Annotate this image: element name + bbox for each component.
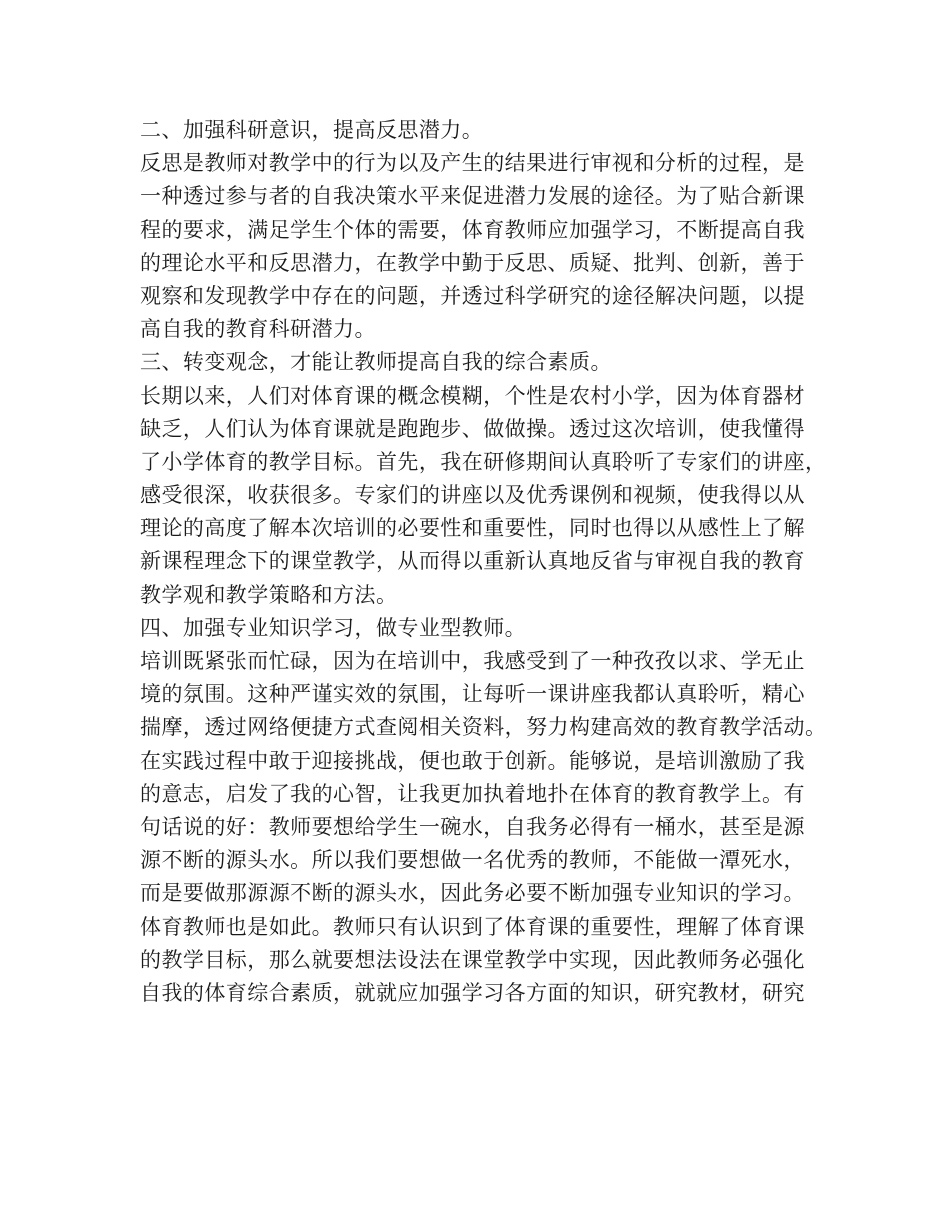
paragraph-line: 长期以来，人们对体育课的概念模糊，个性是农村小学，因为体育器材 [140,383,805,408]
section-heading: 四、加强专业知识学习，做专业型教师。 [140,615,527,640]
paragraph-line: 的意志，启发了我的心智，让我更加执着地扑在体育的教育教学上。有 [140,781,805,806]
paragraph-line: 感受很深，收获很多。专家们的讲座以及优秀课例和视频，使我得以从 [140,483,805,508]
paragraph-line: 教学观和教学策略和方法。 [140,582,398,607]
paragraph-line: 新课程理念下的课堂教学，从而得以重新认真地反省与审视自我的教育 [140,549,805,574]
paragraph-line: 一种透过参与者的自我决策水平来促进潜力发展的途径。为了贴合新课 [140,184,805,209]
paragraph-line: 缺乏，人们认为体育课就是跑跑步、做做操。透过这次培训，使我懂得 [140,416,805,441]
paragraph-line: 揣摩，透过网络便捷方式查阅相关资料，努力构建高效的教育教学活动。 [140,715,827,740]
paragraph-line: 的教学目标，那么就要想法设法在课堂教学中实现，因此教师务必强化 [140,947,805,972]
paragraph-line: 而是要做那源源不断的源头水，因此务必要不断加强专业知识的学习。 [140,881,805,906]
paragraph-line: 培训既紧张而忙碌，因为在培训中，我感受到了一种孜孜以求、学无止 [140,649,805,673]
paragraph-line: 句话说的好：教师要想给学生一碗水，自我务必得有一桶水，甚至是源 [140,814,805,839]
section-heading: 三、转变观念，才能让教师提高自我的综合素质。 [140,350,612,375]
paragraph-line: 境的氛围。这种严谨实效的氛围，让每听一课讲座我都认真聆听，精心 [140,682,805,707]
paragraph-line: 高自我的教育科研潜力。 [140,317,376,342]
paragraph-line: 自我的体育综合素质，就就应加强学习各方面的知识，研究教材，研究 [140,980,805,1005]
paragraph-line: 理论的高度了解本次培训的必要性和重要性，同时也得以从感性上了解 [140,516,805,541]
paragraph-line: 了小学体育的教学目标。首先，我在研修期间认真聆听了专家们的讲座， [140,449,827,474]
section-heading: 二、加强科研意识，提高反思潜力。 [140,118,484,142]
body-text [140,114,830,1010]
paragraph-line: 的理论水平和反思潜力，在教学中勤于反思、质疑、批判、创新，善于 [140,250,805,275]
paragraph-line: 反思是教师对教学中的行为以及产生的结果进行审视和分析的过程，是 [140,151,805,176]
paragraph-line: 观察和发现教学中存在的问题，并透过科学研究的途径解决问题，以提 [140,283,805,308]
paragraph-line: 源不断的源头水。所以我们要想做一名优秀的教师，不能做一潭死水， [140,848,805,873]
paragraph-line: 程的要求，满足学生个体的需要，体育教师应加强学习，不断提高自我 [140,217,805,242]
paragraph-line: 在实践过程中敢于迎接挑战，便也敢于创新。能够说，是培训激励了我 [140,748,805,773]
paragraph-line: 体育教师也是如此。教师只有认识到了体育课的重要性，理解了体育课 [140,914,805,939]
